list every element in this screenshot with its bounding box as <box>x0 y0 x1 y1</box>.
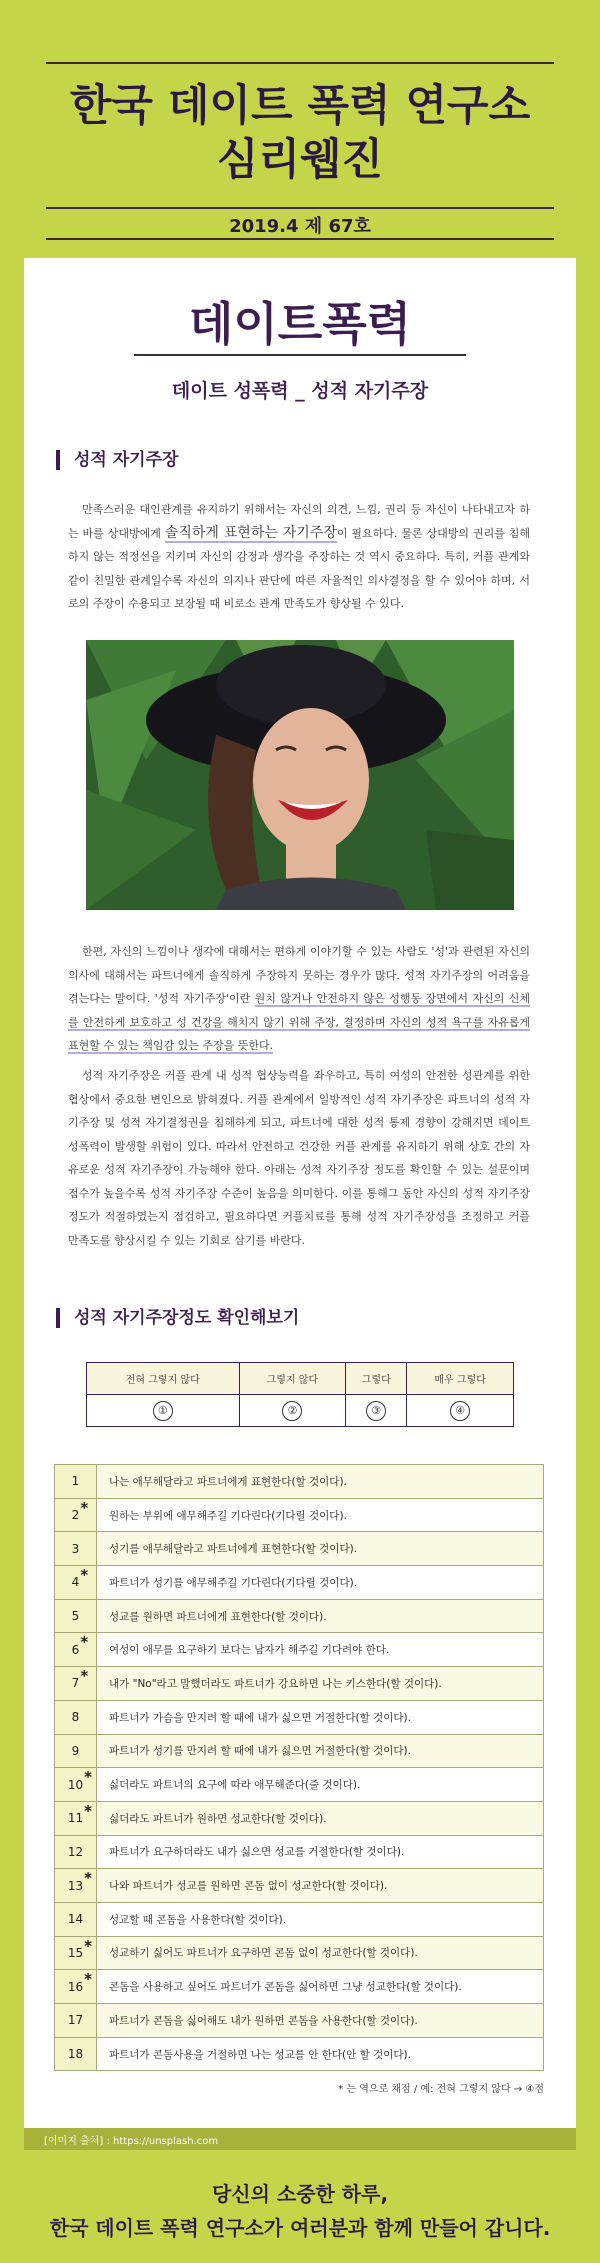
smiling-woman-photo <box>86 640 514 910</box>
paragraph-1-highlight: 솔직하게 표현하는 자기주장 <box>164 524 337 541</box>
item-text: 성교를 원하면 파트너에게 표현한다(할 것이다). <box>97 1599 544 1633</box>
item-text: 원하는 부위에 애무해주길 기다린다(기다릴 것이다). <box>97 1498 544 1532</box>
item-number: 4 <box>71 1575 80 1590</box>
paragraph-1-text-a: 만족스러운 대인관계를 유지하기 위해서는 자신의 의견, 느낌, 권리 등 자신이 나타내고자 하는 바를 상대방에게 <box>68 503 530 540</box>
item-number: 10 <box>67 1777 84 1792</box>
questionnaire-row <box>55 1869 544 1903</box>
questionnaire-table <box>54 1464 544 2071</box>
item-text: 파트너가 가슴을 만지려 할 때에 내가 싫으면 거절한다(할 것이다). <box>97 1700 544 1734</box>
reverse-score-mark: * <box>80 1667 89 1686</box>
reverse-score-mark: * <box>84 1936 92 1955</box>
reverse-score-mark: * <box>80 1498 89 1517</box>
paragraph-2-text-a: 한편, 자신의 느낌이나 생각에 대해서는 편하게 이야기할 수 있는 사람도 '성'과 관련된 자신의 의사에 대해서는 파트너에게 솔직하게 주장하지 못하는 경우가 많다. 성적 자기주장의 어려움을 겪는다는 말이다. '성적 자기주장'이란 <box>68 945 530 1005</box>
reverse-score-mark: * <box>80 1566 89 1585</box>
questionnaire-row <box>55 1633 544 1667</box>
closing-line-2: 한국 데이트 폭력 연구소가 여러분과 함께 만들어 갑니다. <box>49 2216 551 2240</box>
questionnaire-row <box>55 1599 544 1633</box>
item-number: 1 <box>71 1474 80 1489</box>
item-text: 파트너가 성기를 만지려 할 때에 내가 싫으면 거절한다(할 것이다). <box>97 1734 544 1768</box>
item-number: 17 <box>67 2013 84 2028</box>
webzine-title-line2: 심리웹진 <box>216 135 384 185</box>
reverse-score-mark: * <box>84 1801 92 1820</box>
scale-number-1: ① <box>153 1401 173 1421</box>
item-text: 성기를 애무해달라고 파트너에게 표현한다(할 것이다). <box>97 1532 544 1566</box>
item-number: 12 <box>67 1844 84 1859</box>
item-number: 2 <box>71 1508 80 1523</box>
questionnaire-row <box>55 1498 544 1532</box>
item-text: 싫더라도 파트너의 요구에 따라 애무해준다(줄 것이다). <box>97 1768 544 1802</box>
questionnaire-row <box>55 1566 544 1600</box>
scale-number-2: ② <box>282 1401 302 1421</box>
item-number: 5 <box>71 1609 80 1624</box>
item-text: 싫더라도 파트너가 원하면 성교한다(할 것이다). <box>97 1801 544 1835</box>
item-number: 16 <box>67 1979 84 1994</box>
webzine-title-line1: 한국 데이트 폭력 연구소 <box>69 81 531 131</box>
questionnaire-row <box>55 1970 544 2004</box>
questionnaire-row <box>55 1801 544 1835</box>
article-card <box>24 258 576 2128</box>
item-text: 성교할 때 콘돔을 사용한다(할 것이다). <box>97 1902 544 1936</box>
item-text: 콘돔을 사용하고 싶어도 파트너가 콘돔을 싫어하면 그냥 성교한다(할 것이다). <box>97 1970 544 2004</box>
questionnaire-row <box>55 1734 544 1768</box>
title-rule <box>134 354 466 356</box>
header <box>0 0 600 258</box>
item-text: 파트너가 성기를 애무해주길 기다린다(기다릴 것이다). <box>97 1566 544 1600</box>
item-number: 14 <box>67 1912 84 1927</box>
scale-label-1: 전혀 그렇지 않다 <box>87 1363 240 1395</box>
questionnaire-row <box>55 2037 544 2071</box>
item-text: 내가 "No"라고 말했더라도 파트너가 강요하면 나는 키스한다(할 것이다). <box>97 1667 544 1701</box>
scale-label-4: 매우 그렇다 <box>407 1363 514 1395</box>
questionnaire-row <box>55 1465 544 1499</box>
rating-scale <box>86 1362 514 1427</box>
paragraph-1 <box>68 498 530 616</box>
questionnaire-row <box>55 1902 544 1936</box>
reverse-score-mark: * <box>80 1633 89 1652</box>
item-number: 3 <box>71 1541 80 1556</box>
item-number: 7 <box>71 1676 80 1691</box>
item-text: 성교하기 싫어도 파트너가 요구하면 콘돔 없이 성교한다(할 것이다). <box>97 1936 544 1970</box>
questionnaire-row <box>55 1532 544 1566</box>
paragraph-2-highlight: 원치 않거나 안전하지 않은 성행동 장면에서 자신의 신체를 안전하게 보호하고 성 건강을 해치지 않기 위해 주장, 결정하며 자신의 성적 욕구를 자유롭게 표현할 수 있는 책임감 있는 주장을 뜻한다. <box>68 992 531 1052</box>
article-title: 데이트폭력 <box>188 297 412 351</box>
questionnaire-row <box>55 1768 544 1802</box>
questionnaire-row <box>55 1667 544 1701</box>
item-number: 8 <box>71 1710 80 1725</box>
scale-number-4: ④ <box>450 1401 470 1421</box>
paragraph-2 <box>68 940 530 1058</box>
scale-label-3: 그렇다 <box>346 1363 407 1395</box>
item-number: 6 <box>71 1642 80 1657</box>
item-number: 15 <box>67 1945 84 1960</box>
paragraph-3: 성적 자기주장은 커플 관계 내 성적 협상능력을 좌우하고, 특히 여성의 안전한 성관계를 위한 협상에서 중요한 변인으로 밝혀졌다. 커플 관계에서 일방적인 성적 자기주장은 파트너의 성적 자기주장 및 성적 자기결정권을 침해하게 되고, 파트너에 대한 성적 통제 경향이 강해지면 데이트 성폭력이 발생할 위험이 있다. 따라서 안전하고 건강한 커플 관계를 유지하기 위해 상호 간의 자유로운 성적 자기주장이 가능해야 한다. 아래는 성적 자기주장 정도를 확인할 수 있는 설문이며 점수가 높을수록 성적 자기주장 수준이 높음을 의미한다. 이를 통해그 동안 자신의 성적 자기주장 정도가 적절하였는지 점검하고, 필요하다면 커플치료를 통해 성적 자기주장성을 조정하고 커플 만족도를 향상시킬 수 있는 기회로 삼기를 바란다. <box>68 1069 530 1247</box>
closing-line-1: 당신의 소중한 하루, <box>211 2182 389 2206</box>
questionnaire-row <box>55 1835 544 1869</box>
questionnaire-row <box>55 2004 544 2038</box>
paragraph-1-text-b: 이 필요하다. 물론 상대방의 권리를 침해하지 않는 적정선을 지키며 자신의 감정과 생각을 주장하는 것 역시 중요하다. 특히, 커플 관계와 같이 친밀한 관계일수록 자신의 의지나 판단에 따른 자율적인 의사결정을 할 수 있어야 하며, 서로의 주장이 수용되고 보장될 때 비로소 관계 만족도가 향상될 수 있다. <box>68 526 531 610</box>
item-text: 나와 파트너가 성교를 원하면 콘돔 없이 성교한다(할 것이다). <box>97 1869 544 1903</box>
scoring-note: * 는 역으로 채점 / 예: 전혀 그렇지 않다 → ④점 <box>338 2084 544 2095</box>
item-text: 파트너가 콘돔사용을 거절하면 나는 성교를 안 한다(안 할 것이다). <box>97 2037 544 2071</box>
scale-label-2: 그렇지 않다 <box>239 1363 346 1395</box>
issue-bottom-rule <box>46 238 554 240</box>
reverse-score-mark: * <box>84 1869 92 1888</box>
item-text: 여성이 애무를 요구하기 보다는 남자가 해주길 기다려야 한다. <box>97 1633 544 1667</box>
image-credit: [이미지 출처] : https://unsplash.com <box>44 2136 219 2147</box>
item-number: 11 <box>67 1811 84 1826</box>
reverse-score-mark: * <box>84 1768 92 1787</box>
item-text: 파트너가 콘돔을 싫어해도 내가 원하면 콘돔을 사용한다(할 것이다). <box>97 2004 544 2038</box>
questionnaire-row <box>55 1700 544 1734</box>
section-heading-sexual-assertiveness: 성적 자기주장 <box>56 450 178 470</box>
item-text: 파트너가 요구하더라도 내가 싫으면 성교를 거절한다(할 것이다). <box>97 1835 544 1869</box>
item-number: 18 <box>67 2047 84 2062</box>
item-number: 13 <box>67 1878 84 1893</box>
item-number: 9 <box>71 1743 80 1758</box>
section-heading-self-check: 성적 자기주장정도 확인해보기 <box>56 1308 299 1328</box>
questionnaire-row <box>55 1936 544 1970</box>
header-top-rule <box>46 62 554 64</box>
issue-top-rule <box>46 207 554 209</box>
article-subtitle: 데이트 성폭력 _ 성적 자기주장 <box>171 380 429 402</box>
scale-number-3: ③ <box>366 1401 386 1421</box>
image-credit-bar <box>24 2128 576 2150</box>
item-text: 나는 애무해달라고 파트너에게 표현한다(할 것이다). <box>97 1465 544 1499</box>
issue-number: 2019.4 제 67호 <box>229 216 371 237</box>
reverse-score-mark: * <box>84 1970 92 1989</box>
